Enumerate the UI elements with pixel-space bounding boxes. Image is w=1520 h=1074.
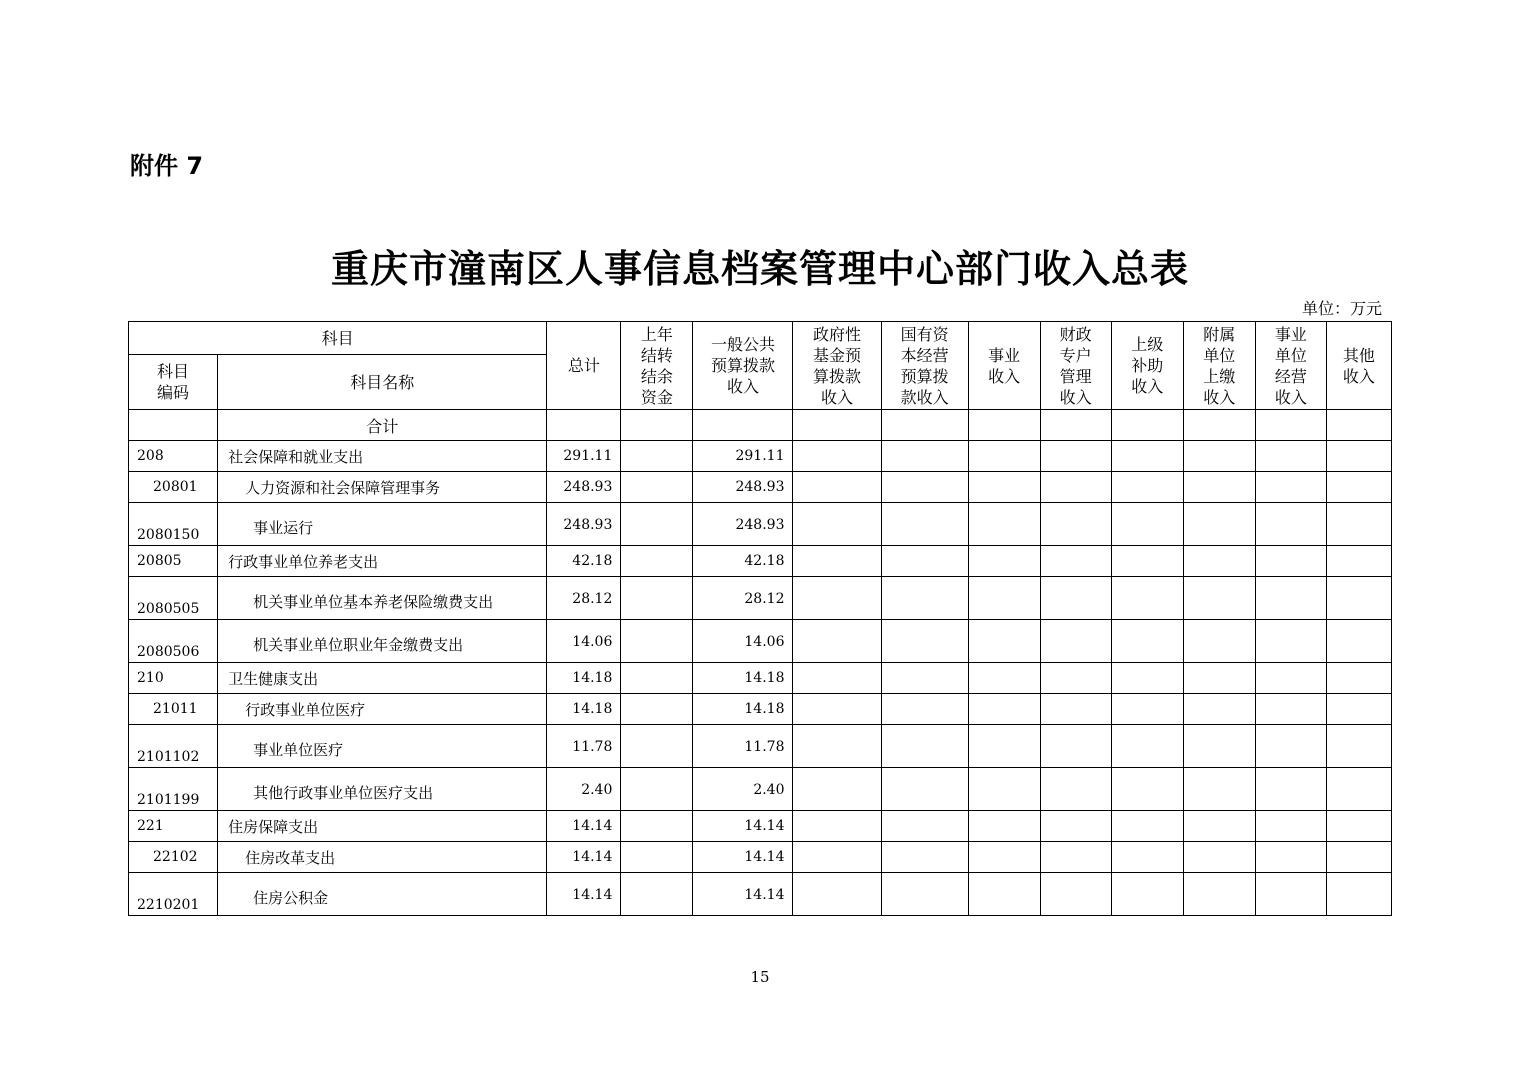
subject-code: 221 (129, 811, 218, 842)
empty-cell (1255, 546, 1326, 577)
subject-code: 22102 (129, 842, 218, 873)
prev-year-carryover-value (621, 811, 693, 842)
subject-code: 20801 (129, 472, 218, 503)
attachment-label: 附件 7 (130, 152, 204, 180)
empty-cell (881, 694, 968, 725)
prev-year-carryover-value (621, 441, 693, 472)
empty-cell (1326, 725, 1391, 768)
header-total: 总计 (547, 322, 621, 410)
empty-cell (1255, 441, 1326, 472)
header-business-operation: 事业单位经营收入 (1255, 322, 1326, 410)
empty-cell (1040, 663, 1111, 694)
header-subject-name: 科目名称 (218, 355, 547, 410)
subject-code: 208 (129, 441, 218, 472)
general-budget-value: 14.14 (693, 842, 793, 873)
general-budget-value: 248.93 (693, 503, 793, 546)
empty-cell (1040, 577, 1111, 620)
total-value: 2.40 (547, 768, 621, 811)
empty-cell (1255, 663, 1326, 694)
empty-cell (968, 811, 1040, 842)
empty-cell (1326, 577, 1391, 620)
subject-code: 2101199 (129, 768, 218, 811)
header-superior-subsidy: 上级补助收入 (1111, 322, 1183, 410)
empty-cell (881, 546, 968, 577)
empty-cell (1040, 441, 1111, 472)
empty-cell (1255, 725, 1326, 768)
total-value: 14.06 (547, 620, 621, 663)
total-value: 248.93 (547, 503, 621, 546)
empty-cell (1326, 472, 1391, 503)
empty-cell (793, 694, 881, 725)
general-budget-value: 14.06 (693, 620, 793, 663)
subject-name: 行政事业单位养老支出 (218, 546, 547, 577)
empty-cell (1111, 694, 1183, 725)
table-row (129, 873, 1392, 916)
empty-cell (1111, 441, 1183, 472)
empty-cell (968, 546, 1040, 577)
empty-cell (968, 768, 1040, 811)
empty-cell (1040, 725, 1111, 768)
empty-cell (793, 577, 881, 620)
subject-name: 住房公积金 (218, 873, 547, 916)
table-row (129, 842, 1392, 873)
empty-cell (1326, 620, 1391, 663)
empty-cell (968, 441, 1040, 472)
empty-cell (968, 663, 1040, 694)
general-budget-value: 14.18 (693, 694, 793, 725)
subject-name: 事业运行 (218, 503, 547, 546)
header-gov-fund-budget: 政府性基金预算拨款收入 (793, 322, 881, 410)
empty-cell (1255, 873, 1326, 916)
table-row (129, 811, 1392, 842)
empty-cell (881, 873, 968, 916)
header-state-capital-budget: 国有资本经营预算拨款收入 (881, 322, 968, 410)
empty-cell (881, 811, 968, 842)
unit-label: 单位：万元 (1301, 299, 1382, 318)
empty-cell (1183, 768, 1255, 811)
empty-cell (968, 694, 1040, 725)
subject-name: 社会保障和就业支出 (218, 441, 547, 472)
table-row (129, 577, 1392, 620)
total-value: 291.11 (547, 441, 621, 472)
table-row (129, 546, 1392, 577)
prev-year-carryover-value (621, 577, 693, 620)
empty-cell (793, 811, 881, 842)
total-value: 42.18 (547, 546, 621, 577)
total-value: 14.14 (547, 842, 621, 873)
header-general-budget: 一般公共预算拨款收入 (693, 322, 793, 410)
total-value: 248.93 (547, 472, 621, 503)
empty-cell (1111, 546, 1183, 577)
empty-cell (1111, 768, 1183, 811)
general-budget-value: 11.78 (693, 725, 793, 768)
general-budget-value: 42.18 (693, 546, 793, 577)
empty-cell (968, 472, 1040, 503)
empty-cell (968, 725, 1040, 768)
subject-code: 2080505 (129, 577, 218, 620)
subject-name: 住房改革支出 (218, 842, 547, 873)
empty-cell (1040, 472, 1111, 503)
empty-cell (793, 441, 881, 472)
empty-cell (1111, 663, 1183, 694)
empty-cell (793, 503, 881, 546)
subject-name: 机关事业单位基本养老保险缴费支出 (218, 577, 547, 620)
prev-year-carryover-value (621, 842, 693, 873)
header-row-1 (129, 322, 1392, 355)
empty-cell (968, 503, 1040, 546)
header-prev-year-carryover: 上年结转结余资金 (621, 322, 693, 410)
table-row (129, 768, 1392, 811)
table-row (129, 472, 1392, 503)
general-budget-value: 291.11 (693, 441, 793, 472)
empty-cell (1183, 842, 1255, 873)
table-row (129, 620, 1392, 663)
subject-code: 2080506 (129, 620, 218, 663)
empty-cell (1040, 546, 1111, 577)
empty-cell (1040, 503, 1111, 546)
header-fiscal-special-account: 财政专户管理收入 (1040, 322, 1111, 410)
page-number: 15 (750, 968, 770, 986)
empty-cell (1183, 725, 1255, 768)
empty-cell (881, 725, 968, 768)
table-row (129, 441, 1392, 472)
total-value: 28.12 (547, 577, 621, 620)
empty-cell (793, 663, 881, 694)
table-row (129, 663, 1392, 694)
empty-cell (1183, 620, 1255, 663)
empty-cell (793, 768, 881, 811)
general-budget-value: 14.18 (693, 663, 793, 694)
empty-cell (881, 441, 968, 472)
empty-cell (1040, 811, 1111, 842)
empty-cell (1111, 873, 1183, 916)
empty-cell (1111, 577, 1183, 620)
subject-code: 20805 (129, 546, 218, 577)
prev-year-carryover-value (621, 620, 693, 663)
empty-cell (968, 620, 1040, 663)
total-value: 14.18 (547, 663, 621, 694)
header-subject: 科目 (129, 322, 547, 355)
total-code-cell (129, 410, 218, 441)
empty-cell (1040, 694, 1111, 725)
empty-cell (1255, 577, 1326, 620)
empty-cell (881, 663, 968, 694)
empty-cell (881, 472, 968, 503)
empty-cell (1326, 503, 1391, 546)
subject-code: 2101102 (129, 725, 218, 768)
empty-cell (1326, 768, 1391, 811)
table-row (129, 503, 1392, 546)
empty-cell (1255, 620, 1326, 663)
empty-cell (793, 873, 881, 916)
empty-cell (881, 503, 968, 546)
general-budget-value: 28.12 (693, 577, 793, 620)
empty-cell (881, 842, 968, 873)
empty-cell (1111, 842, 1183, 873)
empty-cell (1255, 694, 1326, 725)
empty-cell (1183, 694, 1255, 725)
prev-year-carryover-value (621, 768, 693, 811)
empty-cell (1255, 842, 1326, 873)
prev-year-carryover-value (621, 503, 693, 546)
empty-cell (1040, 873, 1111, 916)
empty-cell (1040, 842, 1111, 873)
empty-cell (1040, 768, 1111, 811)
empty-cell (1183, 811, 1255, 842)
empty-cell (1183, 873, 1255, 916)
empty-cell (1326, 663, 1391, 694)
empty-cell (1326, 811, 1391, 842)
subject-code: 2210201 (129, 873, 218, 916)
income-summary-table (128, 321, 1392, 916)
subject-name: 事业单位医疗 (218, 725, 547, 768)
empty-cell (793, 842, 881, 873)
empty-cell (1111, 811, 1183, 842)
subject-code: 21011 (129, 694, 218, 725)
subject-code: 210 (129, 663, 218, 694)
empty-cell (881, 577, 968, 620)
empty-cell (1183, 546, 1255, 577)
prev-year-carryover-value (621, 694, 693, 725)
total-value: 11.78 (547, 725, 621, 768)
empty-cell (1326, 842, 1391, 873)
empty-cell (1183, 663, 1255, 694)
prev-year-carryover-value (621, 725, 693, 768)
header-affiliated-payment: 附属单位上缴收入 (1183, 322, 1255, 410)
empty-cell (1255, 811, 1326, 842)
prev-year-carryover-value (621, 546, 693, 577)
empty-cell (1326, 441, 1391, 472)
total-value: 14.14 (547, 873, 621, 916)
total-value: 14.14 (547, 811, 621, 842)
table-row (129, 725, 1392, 768)
empty-cell (1255, 503, 1326, 546)
empty-cell (1326, 873, 1391, 916)
prev-year-carryover-value (621, 472, 693, 503)
general-budget-value: 14.14 (693, 811, 793, 842)
table-row (129, 694, 1392, 725)
subject-name: 机关事业单位职业年金缴费支出 (218, 620, 547, 663)
prev-year-carryover-value (621, 663, 693, 694)
empty-cell (793, 725, 881, 768)
subject-code: 2080150 (129, 503, 218, 546)
subject-name: 其他行政事业单位医疗支出 (218, 768, 547, 811)
subject-name: 卫生健康支出 (218, 663, 547, 694)
empty-cell (968, 842, 1040, 873)
empty-cell (793, 620, 881, 663)
subject-name: 人力资源和社会保障管理事务 (218, 472, 547, 503)
empty-cell (1111, 472, 1183, 503)
header-business-income: 事业收入 (968, 322, 1040, 410)
empty-cell (1111, 620, 1183, 663)
empty-cell (968, 873, 1040, 916)
empty-cell (1255, 768, 1326, 811)
total-value: 14.18 (547, 694, 621, 725)
prev-year-carryover-value (621, 873, 693, 916)
empty-cell (1326, 546, 1391, 577)
empty-cell (1111, 725, 1183, 768)
empty-cell (793, 472, 881, 503)
general-budget-value: 14.14 (693, 873, 793, 916)
general-budget-value: 248.93 (693, 472, 793, 503)
empty-cell (1183, 577, 1255, 620)
general-budget-value: 2.40 (693, 768, 793, 811)
header-subject-code: 科目编码 (129, 355, 218, 410)
empty-cell (793, 546, 881, 577)
empty-cell (1040, 620, 1111, 663)
empty-cell (1326, 694, 1391, 725)
empty-cell (1183, 472, 1255, 503)
total-row (129, 410, 1392, 441)
empty-cell (968, 577, 1040, 620)
empty-cell (1183, 441, 1255, 472)
empty-cell (1255, 472, 1326, 503)
empty-cell (1183, 503, 1255, 546)
page-title: 重庆市潼南区人事信息档案管理中心部门收入总表 (330, 246, 1189, 291)
total-label: 合计 (218, 410, 547, 441)
empty-cell (881, 768, 968, 811)
empty-cell (1111, 503, 1183, 546)
empty-cell (881, 620, 968, 663)
header-other-income: 其他收入 (1326, 322, 1391, 410)
subject-name: 住房保障支出 (218, 811, 547, 842)
subject-name: 行政事业单位医疗 (218, 694, 547, 725)
